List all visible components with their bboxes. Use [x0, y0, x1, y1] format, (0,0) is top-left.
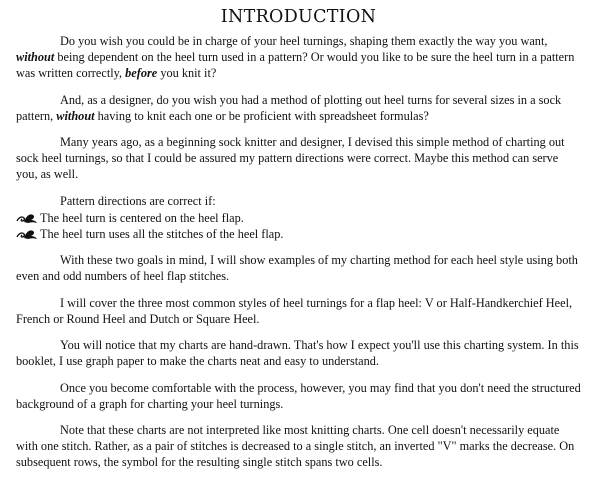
paragraph-3: Many years ago, as a beginning sock knitter and designer, I devised this simple method of charting out sock heel turnings, so that I could be assured my pattern directions were correct. Maybe this method can serve you, as well.	[16, 135, 565, 181]
p2-text-c: having to knit each one or be proficient with spreadsheet formulas?	[94, 108, 429, 123]
criteria-list	[16, 210, 581, 242]
paragraph-2	[16, 92, 581, 124]
paragraph-9: Note that these charts are not interpreted like most knitting charts. One cell doesn't necessarily equate with one stitch. Rather, as a pair of stitches is decreased to a single stitch, an inverted "V" marks the decrease. On subsequent rows, the symbol for the resulting single stitch spans two cells.	[16, 423, 575, 469]
p1-text-a: Do you wish you could be in charge of your heel turnings, shaping them exactly the way you want,	[60, 34, 548, 48]
list-item	[16, 210, 581, 226]
p1-text-c: being dependent on the heel turn used in a pattern? Or would you like to be sure the heel turn in a pattern was written correctly,	[16, 50, 575, 80]
paragraph-6: I will cover the three most common styles of heel turnings for a flap heel: V or Half-Handkerchief Heel, French or Round Heel and Dutch or Square Heel.	[16, 295, 573, 326]
paragraph-1	[16, 33, 581, 81]
list-item	[16, 226, 581, 242]
p1-emphasis-without: without	[16, 50, 55, 64]
p1-emphasis-before: before	[125, 66, 158, 80]
paragraph-7: You will notice that my charts are hand-drawn. That's how I expect you'll use this charting system. In this booklet, I use graph paper to make the charts neat and easy to understand.	[16, 338, 579, 368]
list-item-label: The heel turn uses all the stitches of the heel flap.	[40, 226, 284, 241]
p2-emphasis-without: without	[56, 108, 95, 123]
paragraph-5: With these two goals in mind, I will show examples of my charting method for each heel style using both even and odd numbers of heel flap stitches.	[16, 253, 578, 283]
paragraph-8: Once you become comfortable with the process, however, you may find that you don't need the structured background of a graph for charting your heel turnings.	[16, 380, 581, 411]
p1-text-e: you knit it?	[157, 66, 217, 80]
p2-text-a: And, as a designer, do you wish you had a method of plotting out heel turns for several sizes in a sock pattern,	[16, 92, 562, 123]
fleuron-icon	[16, 212, 38, 224]
page-title: INTRODUCTION	[220, 7, 377, 27]
list-item-label: The heel turn is centered on the heel flap.	[40, 210, 244, 225]
fleuron-icon	[16, 228, 38, 240]
paragraph-4-intro: Pattern directions are correct if:	[60, 193, 216, 208]
